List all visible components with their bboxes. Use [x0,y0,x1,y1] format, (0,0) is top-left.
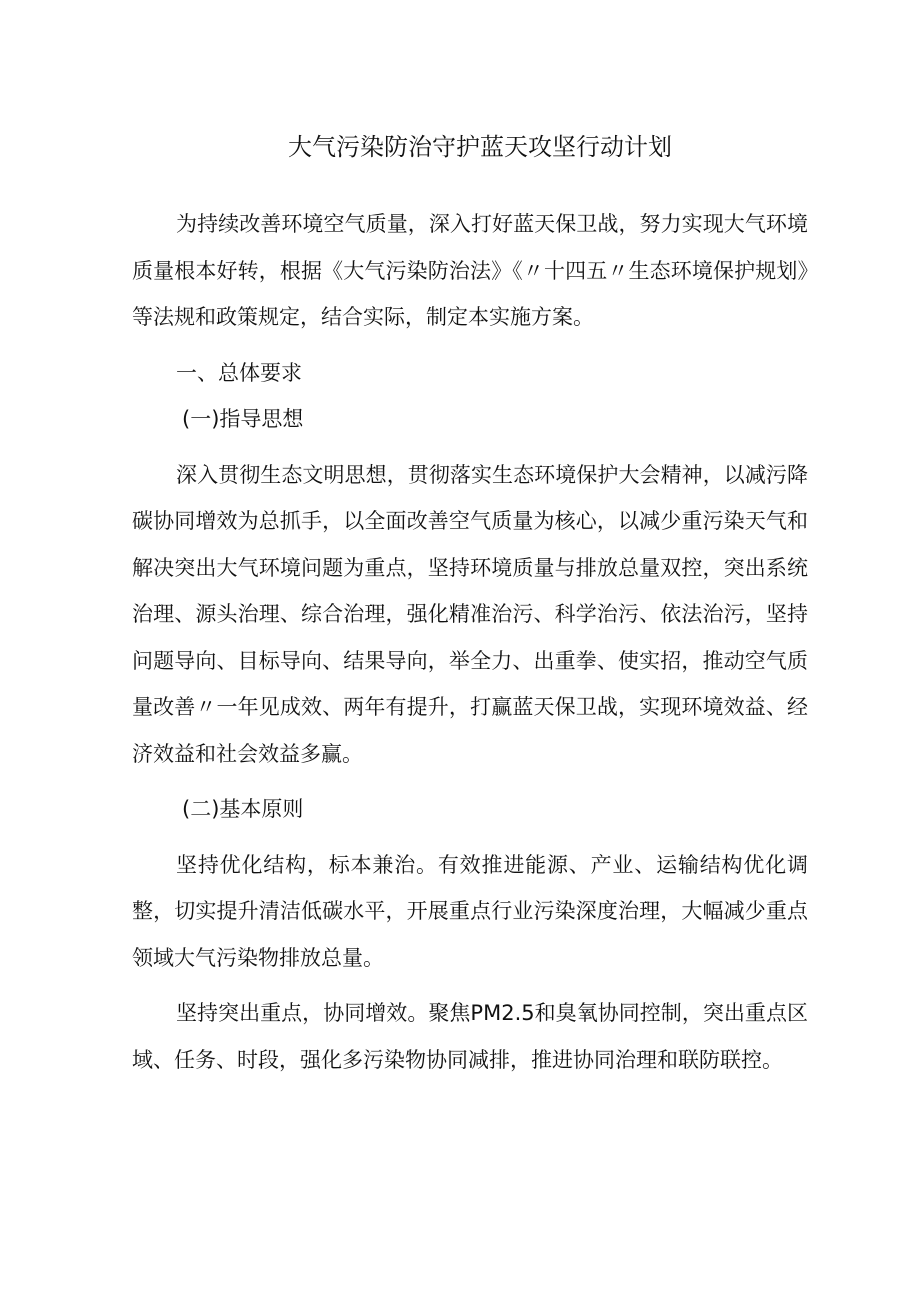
principle-paragraph-structure: 坚持优化结构，标本兼治。有效推进能源、产业、运输结构优化调整，切实提升清洁低碳水平，开展重点行业污染深度治理，大幅减少重点领域大气污染物排放总量。 [132,852,808,970]
intro-paragraph: 为持续改善环境空气质量，深入打好蓝天保卫战，努力实现大气环境质量根本好转，根据《大气污染防治法》《〃十四五〃生态环境保护规划》等法规和政策规定，结合实际，制定本实施方案。 [132,212,808,329]
subsection-heading-basic-principles: (二)基本原则 [182,797,304,821]
document-body [132,201,808,1083]
principle-paragraph-focus: 坚持突出重点，协同增效。聚焦PM2.5和臭氧协同控制，突出重点区域、任务、时段，强化多污染物协同减排，推进协同治理和联防联控。 [132,1001,808,1072]
section-heading-general-requirements: 一、总体要求 [176,360,302,385]
document-title: 大气污染防治守护蓝天攻坚行动计划 [288,133,672,161]
subsection-heading-guiding-ideology: (一)指导思想 [182,407,304,431]
guiding-ideology-paragraph: 深入贯彻生态文明思想，贯彻落实生态环境保护大会精神，以减污降碳协同增效为总抓手，以全面改善空气质量为核心，以减少重污染天气和解决突出大气环境问题为重点，坚持环境质量与排放总量双控，突出系统治理、源头治理、综合治理，强化精准治污、科学治污、依法治污，坚持问题导向、目标导向、结果导向，举全力、出重拳、使实招，推动空气质量改善〃一年见成效、两年有提升，打赢蓝天保卫战，实现环境效益、经济效益和社会效益多赢。 [132,462,808,766]
